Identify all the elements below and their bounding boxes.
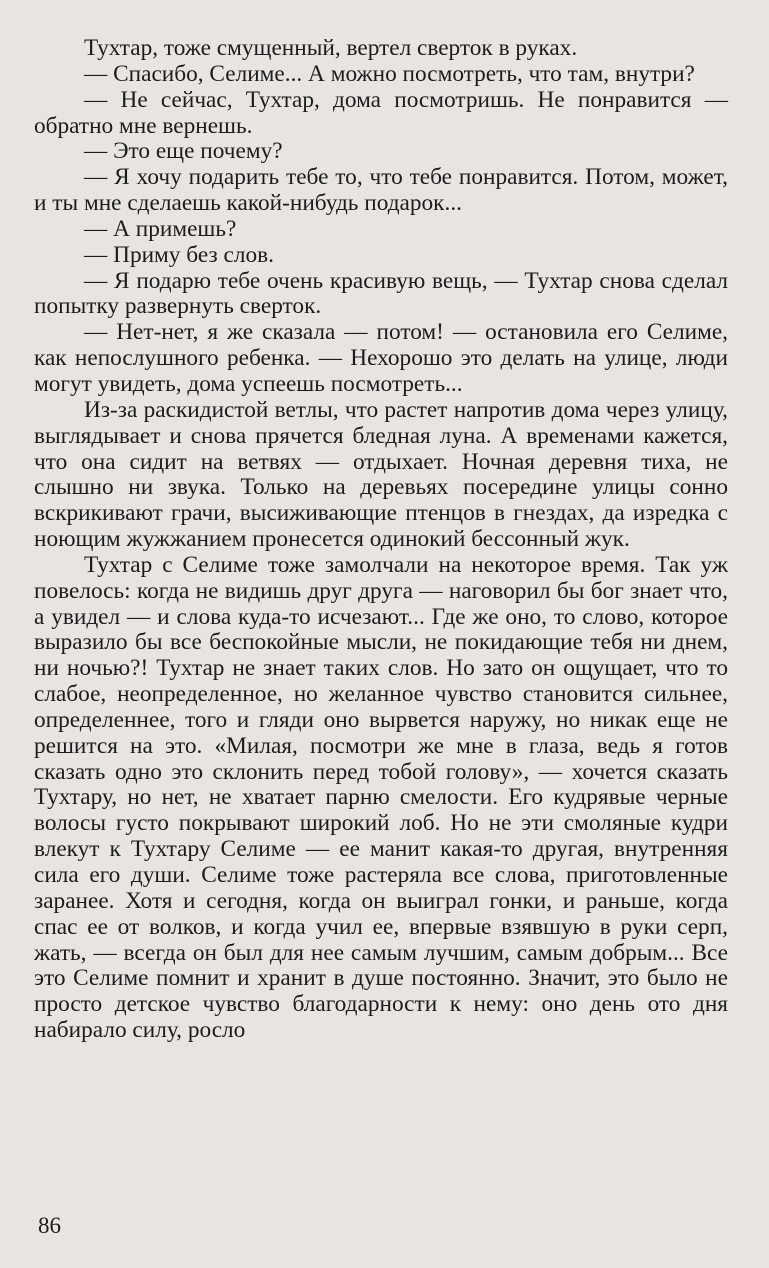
paragraph: — Я подарю тебе очень красивую вещь, — Тухтар снова сделал попытку развернуть сверток. (34, 267, 728, 320)
paragraph: — Спасибо, Селиме... А можно посмотреть, что там, внутри? (84, 60, 695, 87)
paragraph: — Это еще почему? (84, 138, 283, 165)
paragraph: — Приму без слов. (84, 241, 274, 268)
paragraph: Из-за раскидистой ветлы, что растет напротив дома через улицу, выглядывает и снова прячется бледная луна. А временами кажется, что она сидит на ветвях — отдыхает. Ночная деревня тиха, не слышно ни звука. Только на деревьях посередине улицы сонно вскрикивают грачи, высиживающие птенцов в гнездах, да изредка с ноющим жужжанием пронесется одинокий бессонный жук. (34, 396, 728, 553)
paragraph: Тухтар, тоже смущенный, вертел сверток в руках. (84, 35, 578, 61)
paragraph: — А примешь? (84, 215, 237, 242)
paragraph: — Нет-нет, я же сказала — потом! — остановила его Селиме, как непослушного ребенка. — Нехорошо это делать на улице, люди могут увидеть, дома успеешь посмотреть... (34, 319, 728, 397)
paragraph: — Я хочу подарить тебе то, что тебе понравится. Потом, может, и ты мне сделаешь какой-нибудь подарок... (34, 164, 728, 217)
paragraph: Тухтар с Селиме тоже замолчали на некоторое время. Так уж повелось: когда не видишь друг друга — наговорил бы бог знает что, а увидел — и слова куда-то исчезают... Где же оно, то слово, которое выразило бы все беспокойные мысли, не покидающие тебя ни днем, ни ночью?! Тухтар не знает таких слов. Но зато он ощущает, что то слабое, неопределенное, но желанное чувство становится сильнее, определеннее, того и гляди оно вырвется наружу, но никак еще не решится на это. «Милая, посмотри же мне в глаза, ведь я готов сказать одно это склонить перед тобой голову», — хочется сказать Тухтару, но нет, не хватает парню смелости. Его кудрявые черные волосы густо покрывают широкий лоб. Но не эти смоляные кудри влекут к Тухтару Селиме — ее манит какая-то другая, внутренняя сила его души. Селиме тоже растеряла все слова, приготовленные заранее. Хотя и сегодня, когда он выиграл гонки, и раньше, когда спас ее от волков, и когда учил ее, впервые взявшую в руки серп, жать, — всегда он был для нее самым лучшим, самым добрым... Все это Селиме помнит и хранит в душе постоянно. Значит, это было не просто детское чувство благодарности к нему: оно день ото дня набирало силу, росло (34, 551, 728, 1044)
paragraph: — Не сейчас, Тухтар, дома посмотришь. Не понравится — обратно мне вернешь. (34, 86, 728, 139)
body-text (34, 36, 728, 1044)
page-number: 86 (38, 1213, 61, 1238)
